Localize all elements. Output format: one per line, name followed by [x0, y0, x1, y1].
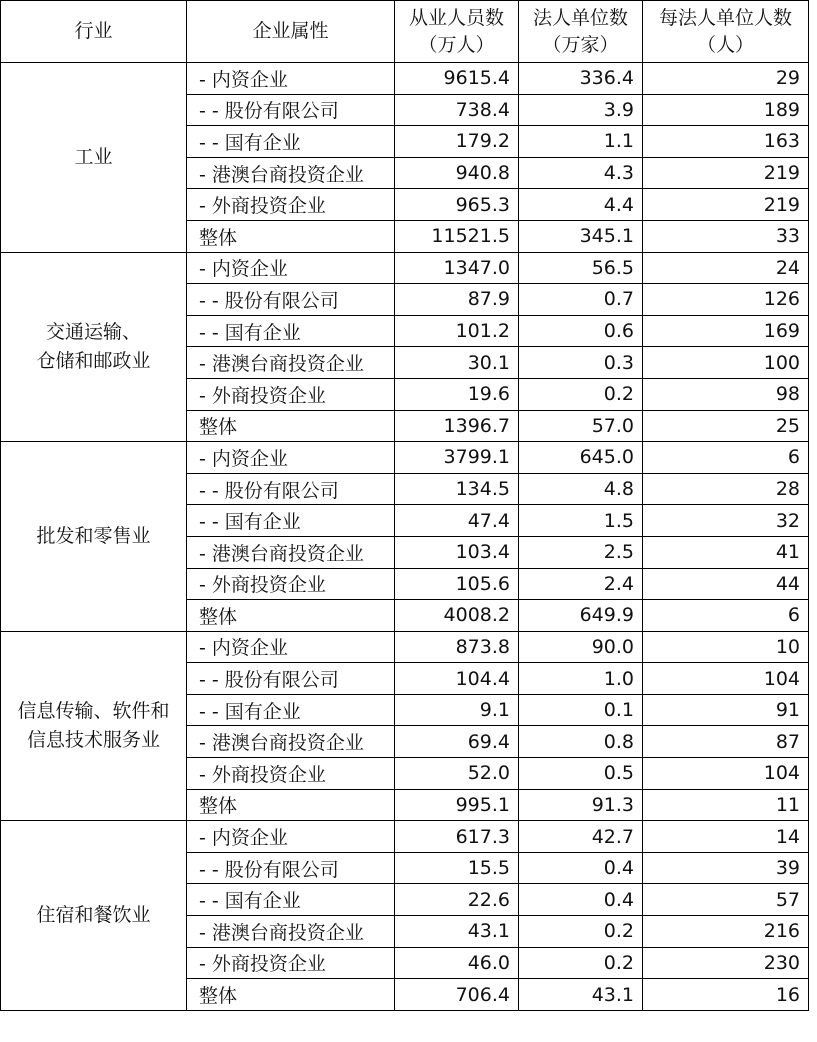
entities-cell: 0.4: [519, 852, 643, 884]
per-entity-cell: 219: [643, 157, 809, 189]
employees-cell: 134.5: [395, 473, 519, 505]
table-row: [1, 63, 809, 95]
entities-cell: 4.4: [519, 189, 643, 221]
employees-cell: 873.8: [395, 631, 519, 663]
attribute-cell: - - 股份有限公司: [187, 94, 395, 126]
employees-cell: 940.8: [395, 157, 519, 189]
header-entities: 法人单位数 （万家）: [519, 1, 643, 63]
per-entity-cell: 163: [643, 126, 809, 158]
entities-cell: 43.1: [519, 979, 643, 1011]
per-entity-cell: 98: [643, 378, 809, 410]
header-attribute: 企业属性: [187, 1, 395, 63]
attribute-cell: - 内资企业: [187, 63, 395, 95]
industry-cell: 批发和零售业: [1, 442, 187, 632]
attribute-cell: - - 股份有限公司: [187, 663, 395, 695]
employees-cell: 30.1: [395, 347, 519, 379]
per-entity-cell: 87: [643, 726, 809, 758]
entities-cell: 0.8: [519, 726, 643, 758]
header-employees: 从业人员数 （万人）: [395, 1, 519, 63]
attribute-cell: - - 股份有限公司: [187, 473, 395, 505]
entities-cell: 0.3: [519, 347, 643, 379]
per-entity-cell: 230: [643, 947, 809, 979]
header-industry: 行业: [1, 1, 187, 63]
attribute-cell: - - 国有企业: [187, 126, 395, 158]
entities-cell: 4.3: [519, 157, 643, 189]
employees-cell: 47.4: [395, 505, 519, 537]
entities-cell: 1.0: [519, 663, 643, 695]
industry-cell: 信息传输、软件和 信息技术服务业: [1, 631, 187, 821]
entities-cell: 3.9: [519, 94, 643, 126]
table-row: [1, 821, 809, 853]
attribute-cell: - 内资企业: [187, 631, 395, 663]
attribute-cell: - 港澳台商投资企业: [187, 157, 395, 189]
per-entity-cell: 91: [643, 694, 809, 726]
attribute-cell: - - 国有企业: [187, 315, 395, 347]
attribute-cell: - 港澳台商投资企业: [187, 536, 395, 568]
employees-cell: 101.2: [395, 315, 519, 347]
attribute-cell: - - 股份有限公司: [187, 284, 395, 316]
entities-cell: 645.0: [519, 442, 643, 474]
attribute-cell: - 港澳台商投资企业: [187, 347, 395, 379]
employees-cell: 4008.2: [395, 600, 519, 632]
employees-cell: 69.4: [395, 726, 519, 758]
entities-cell: 1.5: [519, 505, 643, 537]
entities-cell: 336.4: [519, 63, 643, 95]
per-entity-cell: 44: [643, 568, 809, 600]
entities-cell: 0.7: [519, 284, 643, 316]
per-entity-cell: 6: [643, 442, 809, 474]
industry-cell: 住宿和餐饮业: [1, 821, 187, 1011]
attribute-cell: - 外商投资企业: [187, 378, 395, 410]
attribute-cell: 整体: [187, 600, 395, 632]
employees-cell: 617.3: [395, 821, 519, 853]
entities-cell: 0.4: [519, 884, 643, 916]
employees-cell: 15.5: [395, 852, 519, 884]
employees-cell: 11521.5: [395, 220, 519, 252]
per-entity-cell: 39: [643, 852, 809, 884]
employees-cell: 9.1: [395, 694, 519, 726]
attribute-cell: - 外商投资企业: [187, 758, 395, 790]
attribute-cell: 整体: [187, 789, 395, 821]
per-entity-cell: 11: [643, 789, 809, 821]
per-entity-cell: 25: [643, 410, 809, 442]
header-row: [1, 1, 809, 63]
employees-cell: 9615.4: [395, 63, 519, 95]
per-entity-cell: 126: [643, 284, 809, 316]
per-entity-cell: 104: [643, 663, 809, 695]
employees-cell: 104.4: [395, 663, 519, 695]
attribute-cell: - 港澳台商投资企业: [187, 726, 395, 758]
entities-cell: 90.0: [519, 631, 643, 663]
table-row: [1, 252, 809, 284]
entities-cell: 56.5: [519, 252, 643, 284]
per-entity-cell: 57: [643, 884, 809, 916]
per-entity-cell: 14: [643, 821, 809, 853]
employees-cell: 103.4: [395, 536, 519, 568]
entities-cell: 0.2: [519, 378, 643, 410]
attribute-cell: - 外商投资企业: [187, 947, 395, 979]
employees-cell: 105.6: [395, 568, 519, 600]
entities-cell: 0.2: [519, 916, 643, 948]
attribute-cell: 整体: [187, 979, 395, 1011]
employees-cell: 3799.1: [395, 442, 519, 474]
attribute-cell: 整体: [187, 220, 395, 252]
entities-cell: 1.1: [519, 126, 643, 158]
employees-cell: 1396.7: [395, 410, 519, 442]
employees-cell: 19.6: [395, 378, 519, 410]
per-entity-cell: 189: [643, 94, 809, 126]
per-entity-cell: 219: [643, 189, 809, 221]
entities-cell: 57.0: [519, 410, 643, 442]
table-row: [1, 442, 809, 474]
employees-cell: 179.2: [395, 126, 519, 158]
per-entity-cell: 104: [643, 758, 809, 790]
entities-cell: 0.6: [519, 315, 643, 347]
employees-cell: 995.1: [395, 789, 519, 821]
employees-cell: 1347.0: [395, 252, 519, 284]
entities-cell: 0.2: [519, 947, 643, 979]
employees-cell: 52.0: [395, 758, 519, 790]
attribute-cell: - 内资企业: [187, 442, 395, 474]
industry-cell: 交通运输、 仓储和邮政业: [1, 252, 187, 442]
employees-cell: 738.4: [395, 94, 519, 126]
entities-cell: 345.1: [519, 220, 643, 252]
attribute-cell: 整体: [187, 410, 395, 442]
employees-cell: 43.1: [395, 916, 519, 948]
entities-cell: 42.7: [519, 821, 643, 853]
attribute-cell: - 外商投资企业: [187, 568, 395, 600]
per-entity-cell: 10: [643, 631, 809, 663]
table-body: [1, 63, 809, 1011]
employees-cell: 706.4: [395, 979, 519, 1011]
entities-cell: 0.5: [519, 758, 643, 790]
industry-cell: 工业: [1, 63, 187, 253]
attribute-cell: - - 股份有限公司: [187, 852, 395, 884]
per-entity-cell: 169: [643, 315, 809, 347]
employees-cell: 87.9: [395, 284, 519, 316]
attribute-cell: - - 国有企业: [187, 884, 395, 916]
attribute-cell: - 港澳台商投资企业: [187, 916, 395, 948]
per-entity-cell: 29: [643, 63, 809, 95]
table-row: [1, 631, 809, 663]
table-header: [1, 1, 809, 63]
employees-cell: 965.3: [395, 189, 519, 221]
per-entity-cell: 216: [643, 916, 809, 948]
entities-cell: 0.1: [519, 694, 643, 726]
per-entity-cell: 28: [643, 473, 809, 505]
header-per-entity: 每法人单位人数 （人）: [643, 1, 809, 63]
entities-cell: 2.5: [519, 536, 643, 568]
attribute-cell: - 内资企业: [187, 821, 395, 853]
per-entity-cell: 33: [643, 220, 809, 252]
entities-cell: 649.9: [519, 600, 643, 632]
attribute-cell: - 内资企业: [187, 252, 395, 284]
entities-cell: 91.3: [519, 789, 643, 821]
employees-cell: 22.6: [395, 884, 519, 916]
entities-cell: 2.4: [519, 568, 643, 600]
employees-cell: 46.0: [395, 947, 519, 979]
per-entity-cell: 24: [643, 252, 809, 284]
per-entity-cell: 16: [643, 979, 809, 1011]
attribute-cell: - - 国有企业: [187, 505, 395, 537]
per-entity-cell: 6: [643, 600, 809, 632]
per-entity-cell: 100: [643, 347, 809, 379]
per-entity-cell: 32: [643, 505, 809, 537]
attribute-cell: - - 国有企业: [187, 694, 395, 726]
entities-cell: 4.8: [519, 473, 643, 505]
per-entity-cell: 41: [643, 536, 809, 568]
attribute-cell: - 外商投资企业: [187, 189, 395, 221]
